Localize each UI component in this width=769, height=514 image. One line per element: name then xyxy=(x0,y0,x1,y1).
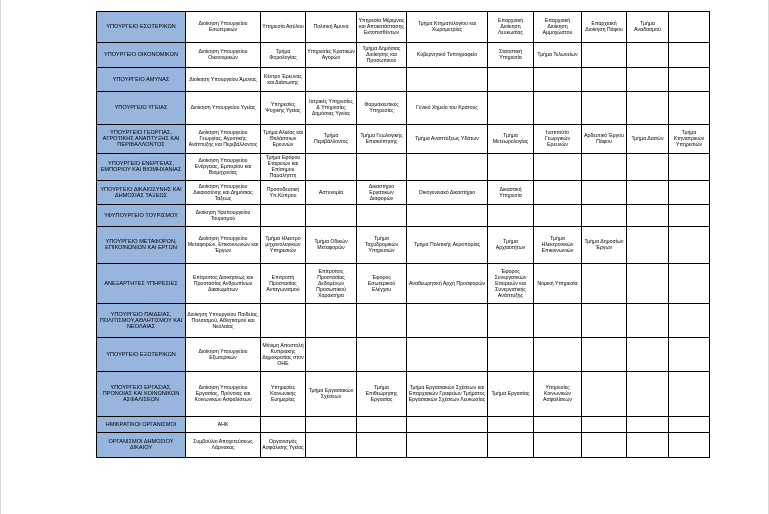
empty-cell xyxy=(357,205,407,227)
service-cell: Διοίκηση Υπουργείου Εσωτερικών xyxy=(186,12,261,43)
service-cell: Επιτροπή Προστασίας Ανταγωνισμού xyxy=(261,264,306,304)
service-cell: Διοίκηση Υπουργείου Οικονομικών xyxy=(186,43,261,68)
empty-cell xyxy=(306,154,357,181)
empty-cell xyxy=(627,205,669,227)
service-cell: Τμήμα Πολιτικής Αεροπορίας xyxy=(407,227,488,264)
empty-cell xyxy=(534,338,582,372)
empty-cell xyxy=(534,205,582,227)
ministry-name-cell: ΟΡΓΑΝΙΣΜΟΙ ΔΗΜΟΣΙΟΥ ΔΙΚΑΙΟΥ xyxy=(97,433,186,458)
service-cell: Κυβερνητικό Τυπογραφείο xyxy=(407,43,488,68)
service-cell: Επαρχιακή Διοίκηση Λευκωσίας xyxy=(488,12,534,43)
empty-cell xyxy=(582,92,627,125)
table-row xyxy=(97,433,710,458)
empty-cell xyxy=(407,338,488,372)
service-cell: Αναθεωρητική Αρχή Προσφορών xyxy=(407,264,488,304)
service-cell: Υπηρεσία Ασύλου xyxy=(261,12,306,43)
service-cell: Φαρμακευτικές Υπηρεσίες xyxy=(357,92,407,125)
empty-cell xyxy=(669,205,710,227)
service-cell: Διοίκηση Υπουργείου Μεταφορών, Επικοινωνιών και Έργων xyxy=(186,227,261,264)
ministry-services-table xyxy=(96,11,710,458)
empty-cell xyxy=(669,338,710,372)
ministry-name-cell: ΑΝΕΞΑΡΤΗΤΕΣ ΥΠΗΡΕΣΙΕΣ xyxy=(97,264,186,304)
table-row xyxy=(97,154,710,181)
empty-cell xyxy=(407,68,488,92)
service-cell: Γενικό Χημείο του Κράτους xyxy=(407,92,488,125)
ministry-name-cell: ΥΠΟΥΡΓΕΙΟ ΓΕΩΡΓΙΑΣ, ΑΓΡΟΤΙΚΗΣ ΑΝΑΠΤΥΞΗΣ ΚΑΙ ΠΕΡΙΒΑΛΛΟΝΤΟΣ xyxy=(97,125,186,154)
service-cell: Τμήμα Δημοσίων Έργων xyxy=(582,227,627,264)
empty-cell xyxy=(488,92,534,125)
service-cell: Τμήμα Φορολογίας xyxy=(261,43,306,68)
table-row xyxy=(97,372,710,417)
service-cell: Τμήμα Αναδασμού xyxy=(627,12,669,43)
empty-cell xyxy=(669,417,710,433)
empty-cell xyxy=(582,154,627,181)
empty-cell xyxy=(488,154,534,181)
empty-cell xyxy=(582,417,627,433)
empty-cell xyxy=(488,205,534,227)
service-cell: Τμήμα Ταχυδρομικών Υπηρεσιών xyxy=(357,227,407,264)
service-cell: Τμήμα Εργασίας xyxy=(488,372,534,417)
service-cell: Συμβούλιο Αποχετεύσεως Λάρνακας xyxy=(186,433,261,458)
service-cell: Διοίκηση Υπουργείου Γεωργίας, Αγροτικής Ανάπτυξης και Περιβάλλοντος xyxy=(186,125,261,154)
service-cell: Πολιτική Άμυνα xyxy=(306,12,357,43)
service-cell: Τμήμα Αλιείας και Θαλάσσιων Ερευνών xyxy=(261,125,306,154)
empty-cell xyxy=(582,205,627,227)
service-cell: Αστυνομία xyxy=(306,181,357,205)
empty-cell xyxy=(534,181,582,205)
empty-cell xyxy=(488,338,534,372)
empty-cell xyxy=(627,227,669,264)
empty-cell xyxy=(582,372,627,417)
empty-cell xyxy=(669,227,710,264)
service-cell: Τμήμα Τελωνείων xyxy=(534,43,582,68)
service-cell: Επαρχιακή Διοίκηση Πάφου xyxy=(582,12,627,43)
service-cell: ΑΗΚ xyxy=(186,417,261,433)
service-cell: Οργανισμός Ασφάλισης Υγείας xyxy=(261,433,306,458)
empty-cell xyxy=(627,304,669,338)
empty-cell xyxy=(669,43,710,68)
empty-cell xyxy=(582,264,627,304)
empty-cell xyxy=(407,205,488,227)
empty-cell xyxy=(407,433,488,458)
service-cell: Τμήμα Αρχαιοτήτων xyxy=(488,227,534,264)
service-cell: Τμήμα Ηλεκτρονικών Επικοινωνιών xyxy=(534,227,582,264)
service-cell: Διοίκηση Υφυπουργείου Τουρισμού xyxy=(186,205,261,227)
empty-cell xyxy=(357,68,407,92)
service-cell: Διοίκηση Υπουργείου Εξωτερικών xyxy=(186,338,261,372)
service-cell: Διοίκηση Υπουργείου Άμυνας xyxy=(186,68,261,92)
service-cell: Τμήμα Αναπτύξεως Υδάτων xyxy=(407,125,488,154)
empty-cell xyxy=(306,304,357,338)
ministry-name-cell: ΥΠΟΥΡΓΕΙΟ ΜΕΤΑΦΟΡΩΝ, ΕΠΙΚΟΙΝΩΝΙΩΝ ΚΑΙ ΕΡΓΩΝ xyxy=(97,227,186,264)
service-cell: Υπηρεσίες Κοινωνικών Ασφαλίσεων xyxy=(534,372,582,417)
empty-cell xyxy=(582,43,627,68)
empty-cell xyxy=(407,154,488,181)
empty-cell xyxy=(627,154,669,181)
empty-cell xyxy=(582,304,627,338)
service-cell: Τμήμα Κτηματολογίου και Χωρομετρίας xyxy=(407,12,488,43)
ministry-name-cell: ΥΠΟΥΡΓΕΙΟ ΕΣΩΤΕΡΙΚΩΝ xyxy=(97,12,186,43)
service-cell: Αρδευτικό Έργου Πάφου xyxy=(582,125,627,154)
empty-cell xyxy=(261,205,306,227)
empty-cell xyxy=(534,154,582,181)
empty-cell xyxy=(488,68,534,92)
ministry-name-cell: ΥΦΥΠΟΥΡΓΕΙΟ ΤΟΥΡΙΣΜΟΥ xyxy=(97,205,186,227)
table-row xyxy=(97,68,710,92)
service-cell: Τμήμα Ηλεκτρο μηχανολογικών Υπηρεσιών xyxy=(261,227,306,264)
empty-cell xyxy=(627,68,669,92)
empty-cell xyxy=(261,304,306,338)
table-body xyxy=(97,12,710,458)
empty-cell xyxy=(357,338,407,372)
service-cell: Υπηρεσίες Κρατικών Αγορών xyxy=(306,43,357,68)
empty-cell xyxy=(534,92,582,125)
service-cell: Τμήμα Εργασιακών Σχέσεων xyxy=(306,372,357,417)
service-cell: Κέντρο Έρευνας και Διάσωσης xyxy=(261,68,306,92)
table-row xyxy=(97,43,710,68)
empty-cell xyxy=(488,433,534,458)
service-cell: Νομική Υπηρεσία xyxy=(534,264,582,304)
empty-cell xyxy=(669,264,710,304)
empty-cell xyxy=(407,304,488,338)
service-cell: Διοίκηση Υπουργείου Εργασίας, Πρόνοιας και Κοινωνικών Ασφαλίσεων xyxy=(186,372,261,417)
empty-cell xyxy=(306,417,357,433)
empty-cell xyxy=(669,154,710,181)
empty-cell xyxy=(582,433,627,458)
empty-cell xyxy=(669,68,710,92)
empty-cell xyxy=(582,68,627,92)
service-cell: Τμήμα Δημόσιας Διοίκησης και Προσωπικού xyxy=(357,43,407,68)
service-cell: Τμήμα Περιβάλλοντος xyxy=(306,125,357,154)
service-cell: Δικαστήριο Εργατικών Διαφορών xyxy=(357,181,407,205)
table-row xyxy=(97,417,710,433)
service-cell: Προσοδευτική Υπ.Κύπρου xyxy=(261,181,306,205)
service-cell: Τμήμα Επιθεώρησης Εργασίας xyxy=(357,372,407,417)
service-cell: Τμήμα Εργασιακών Σχέσεων και Επαρχιακών Γραφείων Τμήματος Εργασιακών Σχέσεων Λευκωσίας xyxy=(407,372,488,417)
ministry-name-cell: ΥΠΟΥΡΓΕΙΟ ΑΜΥΝΑΣ xyxy=(97,68,186,92)
empty-cell xyxy=(306,433,357,458)
empty-cell xyxy=(627,181,669,205)
service-cell: Τμήμα Οδικών Μεταφορών xyxy=(306,227,357,264)
empty-cell xyxy=(534,68,582,92)
service-cell: Ινστιτούτο Γεωργικών Ερευνών xyxy=(534,125,582,154)
service-cell: Τμήμα Γεωλογικής Επισκόπησης xyxy=(357,125,407,154)
service-cell: Διοίκηση Υπουργείου Υγείας xyxy=(186,92,261,125)
empty-cell xyxy=(306,68,357,92)
table-row xyxy=(97,181,710,205)
empty-cell xyxy=(357,417,407,433)
ministry-name-cell: ΥΠΟΥΡΓΕΙΟ ΥΓΕΙΑΣ xyxy=(97,92,186,125)
ministry-name-cell: ΥΠΟΥΡΓΕΙΟ ΕΝΕΡΓΕΙΑΣ, ΕΜΠΟΡΙΟΥ ΚΑΙ ΒΙΟΜΗΧΑΝΙΑΣ xyxy=(97,154,186,181)
service-cell: Μόνιμη Αποστολή Κυπριακής Δημοκρατίας στον ΟΗΕ xyxy=(261,338,306,372)
table-row xyxy=(97,304,710,338)
empty-cell xyxy=(627,372,669,417)
empty-cell xyxy=(488,304,534,338)
table-row xyxy=(97,264,710,304)
empty-cell xyxy=(534,304,582,338)
empty-cell xyxy=(306,338,357,372)
empty-cell xyxy=(627,43,669,68)
empty-cell xyxy=(627,338,669,372)
ministry-name-cell: ΗΜΙΚΡΑΤΙΚΟΙ ΟΡΓΑΝΙΣΜΟΙ xyxy=(97,417,186,433)
table-row xyxy=(97,92,710,125)
page-edge-left xyxy=(0,0,1,514)
service-cell: Τμήμα Μετεωρολογίας xyxy=(488,125,534,154)
table-row xyxy=(97,125,710,154)
ministry-name-cell: ΥΠΟΥΡΓΕΙΟ ΟΙΚΟΝΟΜΙΚΩΝ xyxy=(97,43,186,68)
empty-cell xyxy=(627,92,669,125)
service-cell: Διοίκηση Υπουργείου Παιδείας, Πολιτισμού, Αθλητισμού και Νεολαίας xyxy=(186,304,261,338)
service-cell: Διοίκηση Υπουργείου Δικαιοσύνης και Δημόσιας Τάξεως xyxy=(186,181,261,205)
ministry-name-cell: ΥΠΟΥΡΓΕΙΟ ΔΙΚΑΙΟΣΥΝΗΣ ΚΑΙ ΔΗΜΟΣΙΑΣ ΤΑΞΕΩΣ xyxy=(97,181,186,205)
table-row xyxy=(97,227,710,264)
service-cell: Τμήμα Δασών xyxy=(627,125,669,154)
empty-cell xyxy=(669,181,710,205)
empty-cell xyxy=(669,372,710,417)
service-cell: Επίτροπος Διοικήσεως και Προστασίας Ανθρωπίνων Δικαιωμάτων xyxy=(186,264,261,304)
empty-cell xyxy=(357,433,407,458)
service-cell: Επίτροπος Προστασίας Δεδομένων Προσωπικού Χαρακτήρα xyxy=(306,264,357,304)
empty-cell xyxy=(627,417,669,433)
service-cell: Υπηρεσία Μέριμνας και Αποκατάστασης Εκτοπισθέντων xyxy=(357,12,407,43)
empty-cell xyxy=(407,417,488,433)
service-cell: Τμήμα Κτηνιατρικών Υπηρεσιών xyxy=(669,125,710,154)
service-cell: Επαρχιακή Διοίκηση Αμμοχώστου xyxy=(534,12,582,43)
empty-cell xyxy=(669,304,710,338)
service-cell: Ιατρικές Υπηρεσίες & Υπηρεσίες Δημόσιας Υγείας xyxy=(306,92,357,125)
ministry-name-cell: ΥΠΟΥΡΓΕΙΟ ΠΑΙΔΕΙΑΣ, ΠΟΛΙΤΙΣΜΟΥ,ΑΘΛΗΤΙΣΜΟΥ ΚΑΙ ΝΕΟΛΑΙΑΣ xyxy=(97,304,186,338)
table-row xyxy=(97,338,710,372)
ministry-name-cell: ΥΠΟΥΡΓΕΙΟ ΕΞΩΤΕΡΙΚΩΝ xyxy=(97,338,186,372)
empty-cell xyxy=(582,338,627,372)
service-cell: Διοίκηση Υπουργείου Ενέργειας, Εμπορίου και Βιομηχανίας xyxy=(186,154,261,181)
service-cell: Στατιστική Υπηρεσία xyxy=(488,43,534,68)
service-cell: Έφορος Εσωτερικού Ελέγχου xyxy=(357,264,407,304)
table-row xyxy=(97,205,710,227)
service-cell: Τμήμα Εφόρου Εταιρειών και Επίσημου Παραλήπτη xyxy=(261,154,306,181)
service-cell: Οικογενειακό Δικαστήριο xyxy=(407,181,488,205)
empty-cell xyxy=(534,417,582,433)
empty-cell xyxy=(669,12,710,43)
service-cell: Έφορος Συνεργατικών Εταιρειών και Συνεργατικής Ανάπτυξης xyxy=(488,264,534,304)
empty-cell xyxy=(582,181,627,205)
ministry-services-table-container xyxy=(96,11,710,458)
service-cell: Υπηρεσίες Ψυχικής Υγείας xyxy=(261,92,306,125)
empty-cell xyxy=(357,154,407,181)
empty-cell xyxy=(357,304,407,338)
empty-cell xyxy=(534,433,582,458)
empty-cell xyxy=(306,205,357,227)
empty-cell xyxy=(488,417,534,433)
ministry-name-cell: ΥΠΟΥΡΓΕΙΟ ΕΡΓΑΣΙΑΣ, ΠΡΟΝΟΙΑΣ ΚΑΙ ΚΟΙΝΩΝΙΚΩΝ ΑΣΦΑΛΙΣΕΩΝ xyxy=(97,372,186,417)
table-row xyxy=(97,12,710,43)
empty-cell xyxy=(669,92,710,125)
empty-cell xyxy=(627,264,669,304)
empty-cell xyxy=(627,433,669,458)
empty-cell xyxy=(669,433,710,458)
service-cell: Δικαστική Υπηρεσία xyxy=(488,181,534,205)
service-cell: Υπηρεσίες Κοινωνικής Ευημερίας xyxy=(261,372,306,417)
empty-cell xyxy=(261,417,306,433)
